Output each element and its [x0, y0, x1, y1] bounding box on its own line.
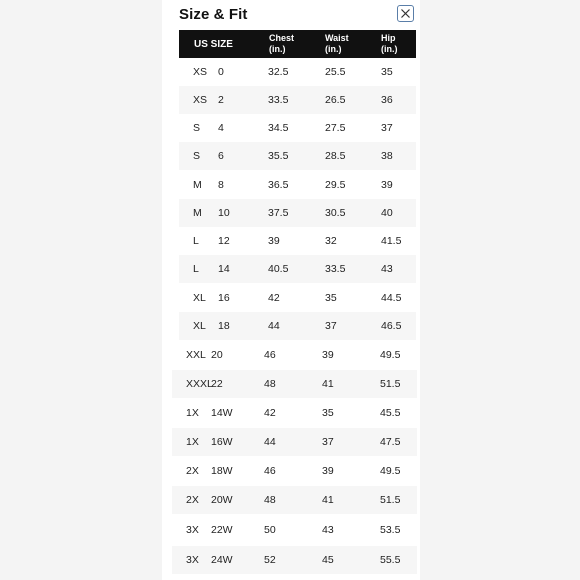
chest-cell: 50: [264, 524, 276, 536]
table-row: [172, 516, 417, 544]
size-letter-cell: 1X: [186, 407, 199, 419]
hip-cell: 35: [381, 66, 393, 78]
us-size-cell: 12: [218, 235, 230, 247]
us-size-cell: 22: [211, 378, 223, 390]
size-letter-cell: M: [193, 179, 202, 191]
table-row: [179, 284, 416, 312]
size-letter-cell: XS: [193, 66, 208, 78]
us-size-cell: 8: [218, 179, 224, 191]
header-waist-unit: (in.): [325, 44, 342, 54]
hip-cell: 37: [381, 122, 393, 134]
us-size-cell: 6: [218, 150, 224, 162]
us-size-cell: 2: [218, 94, 224, 106]
waist-cell: 25.5: [325, 66, 346, 78]
header-chest-label: Chest: [269, 33, 295, 43]
waist-cell: 37: [325, 320, 337, 332]
waist-cell: 29.5: [325, 179, 346, 191]
chest-cell: 44: [264, 436, 276, 448]
hip-cell: 47.5: [380, 436, 401, 448]
chest-cell: 40.5: [268, 263, 289, 275]
waist-cell: 39: [322, 465, 334, 477]
size-letter-cell: XS: [193, 94, 208, 106]
chest-cell: 34.5: [268, 122, 289, 134]
table-row: [172, 341, 417, 369]
hip-cell: 51.5: [380, 378, 401, 390]
header-hip-unit: (in.): [381, 44, 398, 54]
size-letter-cell: M: [193, 207, 202, 219]
hip-cell: 38: [381, 150, 393, 162]
table-row: [179, 199, 416, 227]
us-size-cell: 24W: [211, 554, 233, 566]
waist-cell: 26.5: [325, 94, 346, 106]
chest-cell: 39: [268, 235, 280, 247]
us-size-cell: 18: [218, 320, 230, 332]
size-letter-cell: 3X: [186, 554, 199, 566]
hip-cell: 53.5: [380, 524, 401, 536]
hip-cell: 46.5: [381, 320, 402, 332]
waist-cell: 39: [322, 349, 334, 361]
us-size-cell: 20W: [211, 494, 233, 506]
waist-cell: 37: [322, 436, 334, 448]
us-size-cell: 10: [218, 207, 230, 219]
chest-cell: 37.5: [268, 207, 289, 219]
chest-cell: 48: [264, 378, 276, 390]
chest-cell: 44: [268, 320, 280, 332]
size-letter-cell: L: [193, 235, 199, 247]
waist-cell: 27.5: [325, 122, 346, 134]
size-letter-cell: 2X: [186, 494, 199, 506]
chest-cell: 35.5: [268, 150, 289, 162]
table-row: [172, 428, 417, 456]
chest-cell: 42: [268, 292, 280, 304]
us-size-cell: 22W: [211, 524, 233, 536]
table-row: [179, 255, 416, 283]
header-us-size: US SIZE: [194, 39, 233, 50]
size-letter-cell: L: [193, 263, 199, 275]
hip-cell: 55.5: [380, 554, 401, 566]
size-letter-cell: XL: [193, 292, 206, 304]
waist-cell: 41: [322, 378, 334, 390]
size-letter-cell: 3X: [186, 524, 199, 536]
chest-cell: 32.5: [268, 66, 289, 78]
us-size-cell: 20: [211, 349, 223, 361]
hip-cell: 39: [381, 179, 393, 191]
waist-cell: 33.5: [325, 263, 346, 275]
size-letter-cell: 2X: [186, 465, 199, 477]
hip-cell: 44.5: [381, 292, 402, 304]
waist-cell: 43: [322, 524, 334, 536]
header-chest-unit: (in.): [269, 44, 286, 54]
us-size-cell: 18W: [211, 465, 233, 477]
table-row: [179, 86, 416, 114]
chest-cell: 33.5: [268, 94, 289, 106]
size-letter-cell: S: [193, 122, 201, 134]
us-size-cell: 14: [218, 263, 230, 275]
size-letter-cell: 1X: [186, 436, 199, 448]
hip-cell: 43: [381, 263, 393, 275]
waist-cell: 35: [325, 292, 337, 304]
table-row: [172, 399, 417, 427]
table-row: [179, 58, 416, 86]
table-row: [172, 370, 417, 398]
waist-cell: 41: [322, 494, 334, 506]
chest-cell: 52: [264, 554, 276, 566]
table-row: [179, 142, 416, 170]
table-row: [179, 114, 416, 142]
us-size-cell: 0: [218, 66, 224, 78]
table-row: [172, 457, 417, 485]
size-letter-cell: XXXL: [186, 378, 213, 390]
chest-cell: 46: [264, 349, 276, 361]
us-size-cell: 16: [218, 292, 230, 304]
size-letter-cell: S: [193, 150, 201, 162]
waist-cell: 28.5: [325, 150, 346, 162]
waist-cell: 30.5: [325, 207, 346, 219]
hip-cell: 49.5: [380, 465, 401, 477]
table-row: [179, 171, 416, 199]
table-row: [179, 227, 416, 255]
size-letter-cell: XXL: [186, 349, 206, 361]
waist-cell: 35: [322, 407, 334, 419]
us-size-cell: 14W: [211, 407, 233, 419]
header-hip-label: Hip: [381, 33, 396, 43]
table-row: [172, 546, 417, 574]
hip-cell: 40: [381, 207, 393, 219]
hip-cell: 51.5: [380, 494, 401, 506]
hip-cell: 41.5: [381, 235, 402, 247]
dialog-title: Size & Fit: [179, 6, 248, 23]
waist-cell: 45: [322, 554, 334, 566]
waist-cell: 32: [325, 235, 337, 247]
us-size-cell: 16W: [211, 436, 233, 448]
us-size-cell: 4: [218, 122, 224, 134]
chest-cell: 42: [264, 407, 276, 419]
table-row: [179, 312, 416, 340]
hip-cell: 49.5: [380, 349, 401, 361]
size-letter-cell: XL: [193, 320, 206, 332]
hip-cell: 36: [381, 94, 393, 106]
chest-cell: 46: [264, 465, 276, 477]
header-waist-label: Waist: [325, 33, 349, 43]
chest-cell: 36.5: [268, 179, 289, 191]
hip-cell: 45.5: [380, 407, 401, 419]
chest-cell: 48: [264, 494, 276, 506]
table-row: [172, 486, 417, 514]
